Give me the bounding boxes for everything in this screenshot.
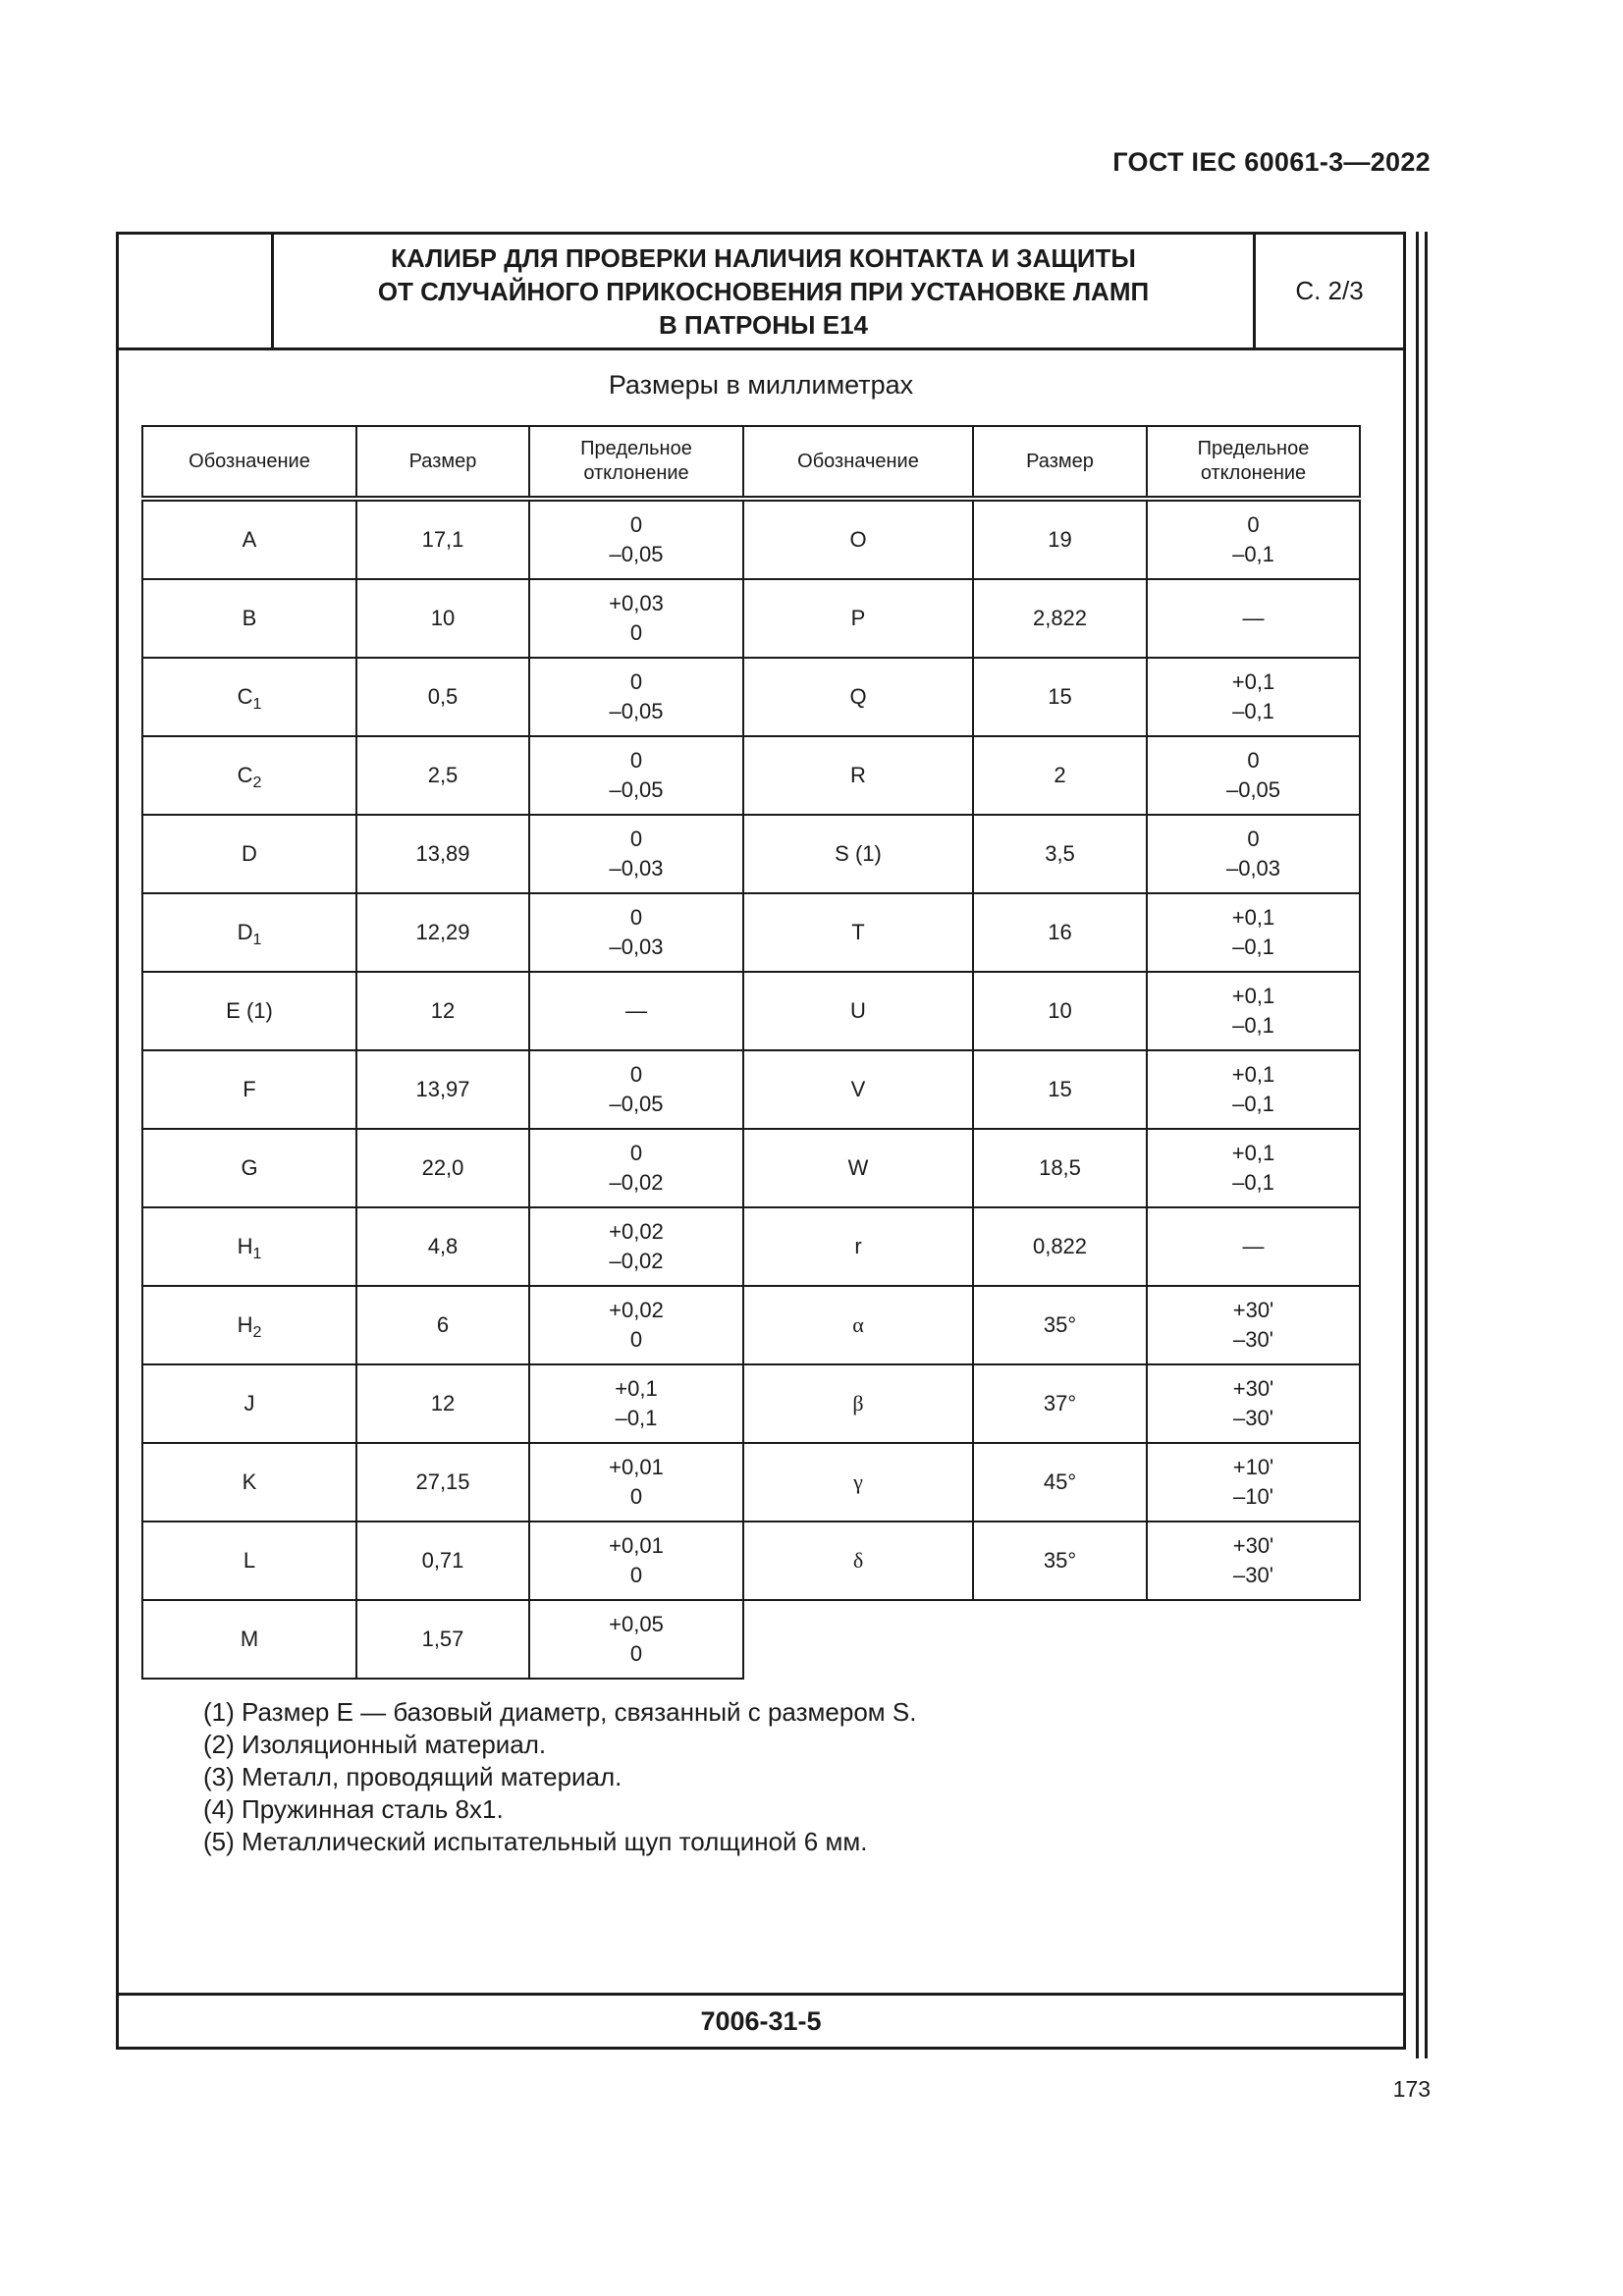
symbol-text: D (237, 920, 253, 944)
deviation-cell (1147, 579, 1360, 658)
deviation-upper: +0,02 (609, 1298, 664, 1322)
size-cell: 0,5 (356, 658, 529, 736)
deviation-lower: 0 (629, 1484, 643, 1509)
symbol-text: A (242, 527, 257, 552)
symbol-text: K (242, 1469, 257, 1494)
size-cell: 0,71 (356, 1522, 529, 1600)
symbol-subscript: 2 (252, 1324, 262, 1341)
symbol-subscript: 1 (252, 1246, 262, 1262)
deviation-cell (529, 579, 743, 658)
table-row (142, 1600, 743, 1679)
table-row (142, 1129, 743, 1207)
table-row (743, 499, 1360, 579)
table-row (142, 579, 743, 658)
deviation-cell (529, 1207, 743, 1286)
symbol-text: V (850, 1077, 866, 1101)
deviation-upper: 0 (629, 748, 643, 773)
deviation-upper: +0,01 (609, 1455, 664, 1479)
symbol-cell (743, 1207, 973, 1286)
deviation-cell (1147, 815, 1360, 893)
deviation-cell (529, 893, 743, 972)
size-cell: 15 (973, 658, 1147, 736)
table-row (743, 1286, 1360, 1364)
size-cell: 10 (356, 579, 529, 658)
table-row (142, 1522, 743, 1600)
deviation-lower: –0,02 (609, 1170, 664, 1195)
deviation-lower: –10' (1233, 1484, 1273, 1509)
deviation-upper: 0 (1247, 512, 1260, 537)
size-cell: 13,97 (356, 1050, 529, 1129)
size-cell: 16 (973, 893, 1147, 972)
size-cell: 22,0 (356, 1129, 529, 1207)
symbol-cell (142, 1207, 356, 1286)
sheet-header (119, 235, 1403, 350)
table-row (142, 815, 743, 893)
deviation-lower: 0 (629, 1327, 643, 1352)
size-cell: 10 (973, 972, 1147, 1050)
size-cell: 18,5 (973, 1129, 1147, 1207)
deviation-upper: +0,1 (1231, 1062, 1275, 1087)
deviation-cell (529, 1522, 743, 1600)
symbol-cell (142, 893, 356, 972)
symbol-text: R (850, 763, 866, 787)
table-row (142, 1443, 743, 1522)
title-line: КАЛИБР ДЛЯ ПРОВЕРКИ НАЛИЧИЯ КОНТАКТА И ЗАЩИТЫ (391, 242, 1136, 273)
symbol-subscript: 2 (252, 774, 262, 791)
table-row (142, 658, 743, 736)
table-row (743, 1207, 1360, 1286)
deviation-upper: +0,03 (609, 591, 664, 615)
symbol-column-header: Обозначение (142, 426, 356, 499)
table-row (142, 1286, 743, 1364)
size-cell: 3,5 (973, 815, 1147, 893)
table-row (142, 1050, 743, 1129)
sheet-code: 7006-31-5 (119, 1993, 1403, 2047)
deviation-lower: –0,1 (1232, 699, 1274, 723)
deviation-cell (1147, 893, 1360, 972)
deviation-upper: +0,05 (609, 1612, 664, 1636)
symbol-subscript: 1 (252, 932, 262, 948)
deviation-lower: –0,1 (1232, 934, 1274, 959)
symbol-text: β (852, 1391, 864, 1415)
deviation-lower: –0,05 (609, 1092, 664, 1116)
table-header-row (743, 426, 1360, 499)
symbol-text: S (1) (835, 841, 882, 866)
symbol-cell (743, 1364, 973, 1443)
size-cell: 12 (356, 972, 529, 1050)
size-cell: 2,822 (973, 579, 1147, 658)
table-row (743, 972, 1360, 1050)
deviation-column-header: Предельное отклонение (529, 426, 743, 499)
symbol-cell (142, 1364, 356, 1443)
symbol-text: T (851, 920, 865, 944)
symbol-cell (743, 893, 973, 972)
size-cell: 27,15 (356, 1443, 529, 1522)
symbol-cell (142, 972, 356, 1050)
deviation-cell (1147, 736, 1360, 815)
symbol-text: F (243, 1077, 256, 1101)
deviation-cell (1147, 499, 1360, 579)
deviation-lower: –0,02 (609, 1249, 664, 1273)
deviation-lower: 0 (629, 1641, 643, 1666)
size-cell: 15 (973, 1050, 1147, 1129)
size-cell: 0,822 (973, 1207, 1147, 1286)
symbol-cell (142, 499, 356, 579)
deviation-lower: –0,05 (609, 699, 664, 723)
deviation-upper: — (1242, 606, 1265, 630)
symbol-text: D (242, 841, 257, 866)
symbol-text: C (237, 684, 253, 709)
symbol-text: O (849, 527, 867, 552)
deviation-upper: 0 (629, 905, 643, 930)
deviation-upper: +30' (1232, 1533, 1274, 1558)
deviation-lower: –0,03 (1225, 856, 1281, 881)
deviation-upper: +0,1 (1231, 984, 1275, 1008)
symbol-text: γ (853, 1469, 863, 1494)
size-cell: 12,29 (356, 893, 529, 972)
deviation-cell (1147, 1364, 1360, 1443)
symbol-cell (743, 1443, 973, 1522)
deviation-lower: 0 (629, 620, 643, 645)
frame-double-line (1425, 232, 1428, 2058)
table-row (743, 736, 1360, 815)
table-row (743, 1443, 1360, 1522)
symbol-text: α (852, 1312, 864, 1337)
deviation-upper: +30' (1232, 1376, 1274, 1401)
table-row (743, 1522, 1360, 1600)
deviation-cell (529, 1050, 743, 1129)
symbol-text: U (850, 998, 866, 1023)
deviation-lower: –0,05 (609, 542, 664, 566)
deviation-cell (529, 1443, 743, 1522)
symbol-cell (142, 579, 356, 658)
symbol-text: M (240, 1627, 259, 1651)
table-row (142, 1364, 743, 1443)
symbol-text: B (242, 606, 257, 630)
deviation-lower: –0,1 (1232, 542, 1274, 566)
dimensions-table-right (742, 425, 1361, 1601)
size-column-header: Размер (973, 426, 1147, 499)
deviation-lower: –30' (1233, 1563, 1273, 1587)
title-line: В ПАТРОНЫ E14 (659, 309, 868, 340)
note-item: (1) Размер E — базовый диаметр, связанный с размером S. (203, 1697, 917, 1727)
size-cell: 35° (973, 1286, 1147, 1364)
symbol-text: P (850, 606, 866, 630)
deviation-upper: 0 (629, 827, 643, 851)
notes-list (203, 1696, 916, 1858)
deviation-cell (529, 1600, 743, 1679)
deviation-lower: –30' (1233, 1327, 1273, 1352)
symbol-text: δ (852, 1548, 864, 1573)
standard-code: ГОСТ IEC 60061-3—2022 (1112, 147, 1431, 177)
deviation-lower: 0 (629, 1563, 643, 1587)
symbol-text: r (854, 1234, 862, 1258)
table-row (142, 736, 743, 815)
table-row (142, 499, 743, 579)
table-header-row (142, 426, 743, 499)
table-row (142, 972, 743, 1050)
deviation-cell (529, 1286, 743, 1364)
deviation-cell (1147, 1050, 1360, 1129)
symbol-cell (142, 1522, 356, 1600)
deviation-cell (529, 736, 743, 815)
symbol-cell (142, 1443, 356, 1522)
size-cell: 6 (356, 1286, 529, 1364)
deviation-upper: +0,01 (609, 1533, 664, 1558)
note-item: (5) Металлический испытательный щуп толщиной 6 мм. (203, 1827, 868, 1856)
deviation-lower: –0,05 (1225, 777, 1281, 802)
deviation-cell (1147, 972, 1360, 1050)
deviation-upper: +0,1 (1231, 905, 1275, 930)
symbol-cell (743, 815, 973, 893)
symbol-text: W (847, 1155, 869, 1180)
symbol-cell (743, 1129, 973, 1207)
deviation-upper: — (1242, 1234, 1265, 1258)
size-cell: 35° (973, 1522, 1147, 1600)
deviation-lower: –0,1 (1232, 1013, 1274, 1038)
symbol-cell (743, 1286, 973, 1364)
size-cell: 4,8 (356, 1207, 529, 1286)
deviation-lower: –0,03 (609, 934, 664, 959)
deviation-cell (529, 1129, 743, 1207)
deviation-upper: 0 (1247, 827, 1260, 851)
deviation-upper: 0 (1247, 748, 1260, 773)
symbol-text: C (237, 763, 253, 787)
table-row (743, 1050, 1360, 1129)
note-item: (2) Изоляционный материал. (203, 1730, 547, 1759)
dimensions-table-left (141, 425, 744, 1680)
symbol-cell (142, 815, 356, 893)
title-line: ОТ СЛУЧАЙНОГО ПРИКОСНОВЕНИЯ ПРИ УСТАНОВКЕ ЛАМП (377, 276, 1150, 306)
deviation-upper: +30' (1232, 1298, 1274, 1322)
size-column-header: Размер (356, 426, 529, 499)
deviation-cell (1147, 1443, 1360, 1522)
symbol-cell (743, 972, 973, 1050)
symbol-cell (743, 579, 973, 658)
symbol-cell (743, 1050, 973, 1129)
deviation-lower: –0,1 (1232, 1170, 1274, 1195)
symbol-text: Q (849, 684, 867, 709)
symbol-cell (142, 736, 356, 815)
symbol-cell (743, 499, 973, 579)
deviation-upper: 0 (629, 1062, 643, 1087)
symbol-cell (743, 1522, 973, 1600)
deviation-upper: +0,1 (615, 1376, 658, 1401)
symbol-cell (743, 658, 973, 736)
deviation-cell (1147, 1207, 1360, 1286)
deviation-upper: 0 (629, 512, 643, 537)
deviation-upper: +0,1 (1231, 1141, 1275, 1165)
size-cell: 17,1 (356, 499, 529, 579)
sheet-number: С. 2/3 (1295, 276, 1364, 305)
symbol-text: J (243, 1391, 255, 1415)
symbol-cell (142, 1286, 356, 1364)
size-cell: 45° (973, 1443, 1147, 1522)
symbol-cell (142, 1050, 356, 1129)
deviation-lower: –0,1 (1232, 1092, 1274, 1116)
deviation-upper: +10' (1232, 1455, 1274, 1479)
header-title-cell (274, 235, 1256, 347)
symbol-text: H (237, 1234, 253, 1258)
deviation-lower: –0,05 (609, 777, 664, 802)
note-item: (3) Металл, проводящий материал. (203, 1762, 622, 1791)
symbol-cell (142, 658, 356, 736)
symbol-subscript: 1 (252, 696, 262, 713)
sheet-title (322, 241, 1206, 342)
symbol-text: L (243, 1548, 256, 1573)
table-row (743, 815, 1360, 893)
deviation-cell (529, 815, 743, 893)
deviation-upper: +0,02 (609, 1219, 664, 1244)
table-row (743, 1364, 1360, 1443)
symbol-text: H (237, 1312, 253, 1337)
symbol-column-header: Обозначение (743, 426, 973, 499)
size-cell: 37° (973, 1364, 1147, 1443)
deviation-upper: — (625, 998, 647, 1023)
table-row (743, 1129, 1360, 1207)
size-cell: 2,5 (356, 736, 529, 815)
deviation-lower: –0,1 (615, 1406, 658, 1430)
note-item: (4) Пружинная сталь 8x1. (203, 1794, 504, 1824)
deviation-column-header: Предельное отклонение (1147, 426, 1360, 499)
deviation-cell (529, 972, 743, 1050)
header-blank-cell (119, 235, 274, 347)
size-cell: 13,89 (356, 815, 529, 893)
table-row (743, 658, 1360, 736)
deviation-upper: 0 (629, 669, 643, 694)
deviation-cell (1147, 1522, 1360, 1600)
symbol-cell (142, 1600, 356, 1679)
deviation-cell (529, 1364, 743, 1443)
deviation-cell (529, 499, 743, 579)
deviation-lower: –0,03 (609, 856, 664, 881)
page-number: 173 (1392, 2076, 1431, 2102)
size-cell: 1,57 (356, 1600, 529, 1679)
frame-double-line (1416, 232, 1419, 2058)
deviation-upper: 0 (629, 1141, 643, 1165)
deviation-cell (529, 658, 743, 736)
table-row (743, 579, 1360, 658)
symbol-text: G (241, 1155, 258, 1180)
deviation-cell (1147, 1129, 1360, 1207)
sheet-frame (116, 232, 1406, 2050)
table-row (142, 1207, 743, 1286)
deviation-cell (1147, 658, 1360, 736)
deviation-lower: –30' (1233, 1406, 1273, 1430)
size-cell: 19 (973, 499, 1147, 579)
table-row (142, 893, 743, 972)
symbol-text: E (1) (226, 998, 273, 1023)
deviation-upper: +0,1 (1231, 669, 1275, 694)
symbol-cell (142, 1129, 356, 1207)
deviation-cell (1147, 1286, 1360, 1364)
symbol-cell (743, 736, 973, 815)
units-caption: Размеры в миллиметрах (608, 370, 914, 400)
size-cell: 12 (356, 1364, 529, 1443)
table-row (743, 893, 1360, 972)
size-cell: 2 (973, 736, 1147, 815)
